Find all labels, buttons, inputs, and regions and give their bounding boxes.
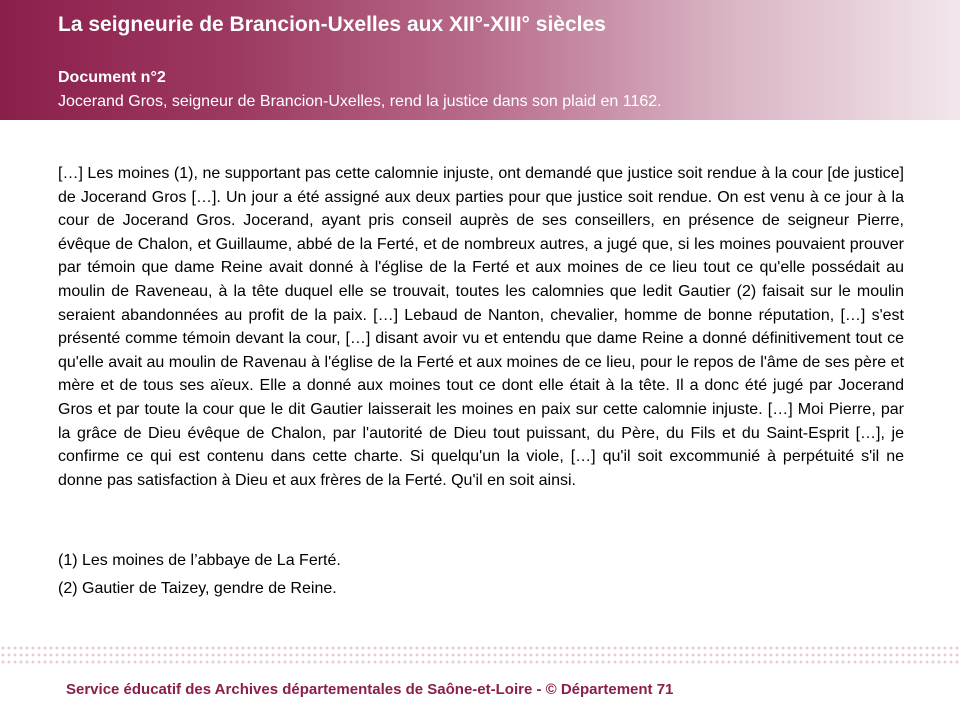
page-title: La seigneurie de Brancion-Uxelles aux XII°-XIII° siècles [58, 13, 606, 36]
decorative-cross-pattern [0, 645, 960, 665]
document-subtitle: Jocerand Gros, seigneur de Brancion-Uxelles, rend la justice dans son plaid en 1162. [58, 93, 662, 110]
footnote-1: (1) Les moines de l’abbaye de La Ferté. [58, 552, 341, 569]
footnote-2: (2) Gautier de Taizey, gendre de Reine. [58, 580, 337, 597]
header-banner [0, 0, 960, 120]
document-body-text: […] Les moines (1), ne supportant pas cette calomnie injuste, ont demandé que justice soit rendue à la cour [de justice] de Jocerand Gros […]. Un jour a été assigné aux deux parties pour que justice soit rendue. On est venu à ce jour à la cour de Jocerand Gros. Jocerand, ayant pris conseil auprès de ses conseillers, en présence de seigneur Pierre, évêque de Chalon, et Guillaume, abbé de la Ferté, et de nombreux autres, a jugé que, si les moines pouvaient prouver par témoin que dame Reine avait donné à l'église de la Ferté et aux moines de ce lieu tout ce qu'elle possédait au moulin de Raveneau, à la tête duquel elle se trouvait, toutes les calomnies que ledit Gautier (2) faisait sur le moulin seraient abandonnées au profit de la paix. […] Lebaud de Nanton, chevalier, homme de bonne réputation, […] s'est présenté comme témoin devant la cour, […] disant avoir vu et entendu que dame Reine a donné définitivement tout ce qu'elle avait au moulin de Ravenau à l'église de la Ferté et aux moines de ce lieu, pour le repos de l'âme de ses père et mère et de tous ses aïeux. Elle a donné aux moines tout ce dont elle était à la tête. Il a donc été jugé par Jocerand Gros et par toute la cour que le dit Gautier laisserait les moines en paix sur cette calomnie injuste. […] Moi Pierre, par la grâce de Dieu évêque de Chalon, par l'autorité de Dieu tout puissant, du Père, du Fils et du Saint-Esprit […], je confirme ce qui est contenu dans cette charte. Si quelqu'un la viole, […] qu'il soit excommunié à perpétuité s'il ne donne pas satisfaction à Dieu et aux frères de la Ferté. Qu'il en soit ainsi. [58, 165, 904, 489]
document-label: Document n°2 [58, 69, 166, 86]
footer-credit: Service éducatif des Archives départementales de Saône-et-Loire - © Département 71 [66, 681, 674, 698]
